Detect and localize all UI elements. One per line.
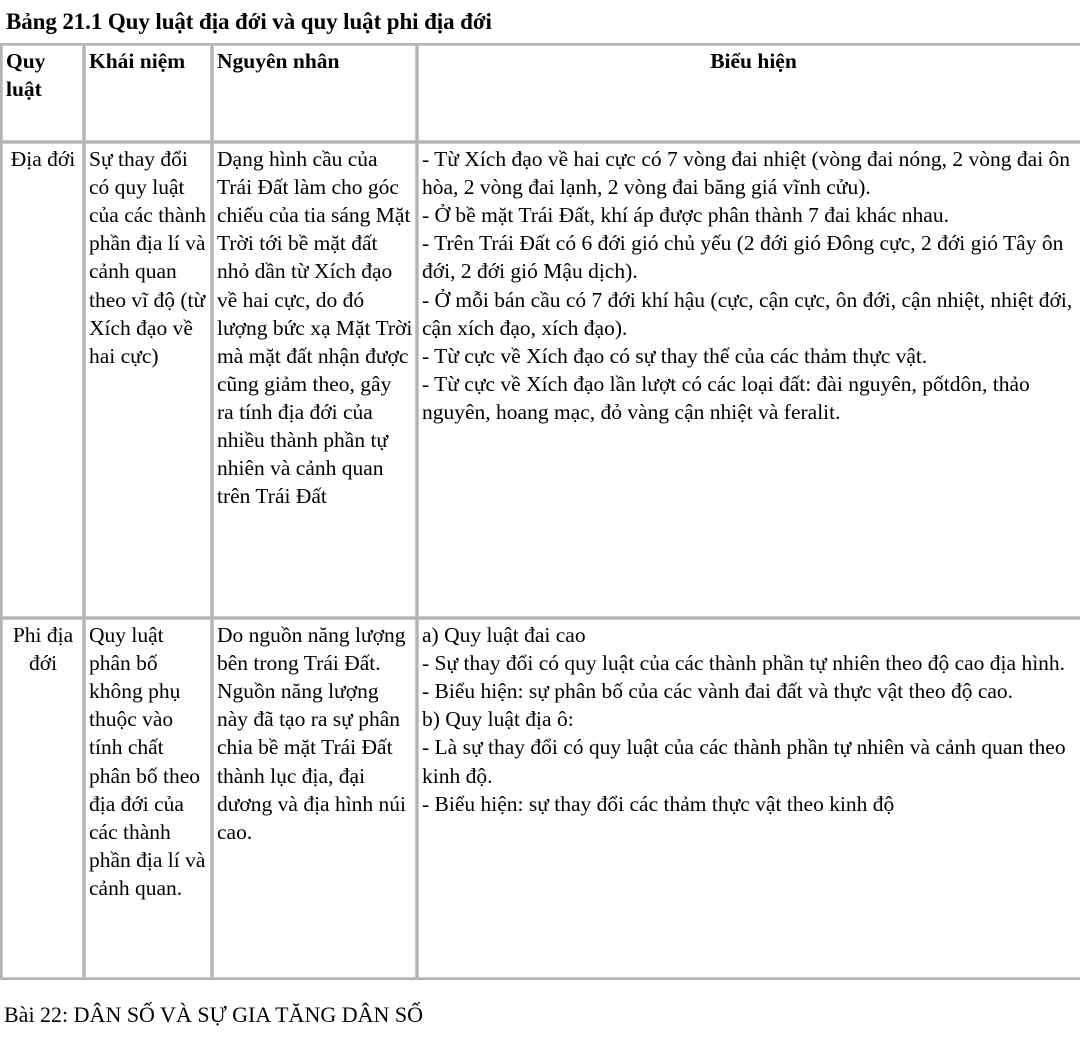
bullet-line: - Từ cực về Xích đạo lần lượt có các loại đất: đài nguyên, pốtdôn, thảo nguyên, hoang mạc, đỏ vàng cận nhiệt và feralit. — [422, 371, 1030, 424]
cell-nguyen-nhan-row-1: Dạng hình cầu của Trái Đất làm cho góc chiếu của tia sáng Mặt Trời tới bề mặt đất nhỏ dần từ Xích đạo về hai cực, do đó lượng bức xạ Mặt Trời mà mặt đất nhận được cũng giảm theo, gây ra tính địa đới của nhiều thành phần tự nhiên và cảnh quan trên Trái Đất — [213, 143, 416, 617]
table-header-row — [2, 45, 1080, 141]
bullet-line: - Từ cực về Xích đạo có sự thay thế của các thảm thực vật. — [422, 343, 928, 368]
header-cell-bieu-hien: Biểu hiện — [418, 45, 1080, 141]
bullet-line: - Từ Xích đạo về hai cực có 7 vòng đai nhiệt (vòng đai nóng, 2 vòng đai ôn hòa, 2 vòng đai lạnh, 2 vòng đai băng giá vĩnh cửu). — [422, 147, 1071, 200]
page-title: Bảng 21.1 Quy luật địa đới và quy luật phi địa đới — [6, 9, 492, 34]
table-container — [0, 43, 1080, 980]
cell-bieu-hien-row-2 — [418, 619, 1080, 978]
bullet-line: - Là sự thay đổi có quy luật của các thành phần tự nhiên và cảnh quan theo kinh độ. — [422, 735, 1066, 788]
header-cell-nguyen-nhan: Nguyên nhân — [213, 45, 416, 141]
table-row — [2, 619, 1080, 978]
bullet-line: - Sự thay đổi có quy luật của các thành phần tự nhiên theo độ cao địa hình. — [422, 651, 1066, 676]
bullet-line: - Trên Trái Đất có 6 đới gió chủ yếu (2 đới gió Đông cực, 2 đới gió Tây ôn đới, 2 đới gió Mậu dịch). — [422, 231, 1064, 284]
bullet-line: - Biểu hiện: sự thay đổi các thảm thực vật theo kinh độ — [422, 791, 895, 816]
bullet-line: a) Quy luật đai cao — [422, 623, 586, 648]
bullet-line: - Ở mỗi bán cầu có 7 đới khí hậu (cực, cận cực, ôn đới, cận nhiệt, nhiệt đới, cận xích đạo, xích đạo). — [422, 287, 1073, 340]
cell-khai-niem-row-1: Sự thay đổi có quy luật của các thành phần địa lí và cảnh quan theo vĩ độ (từ Xích đạo về hai cực) — [85, 143, 211, 617]
bullet-line: - Biểu hiện: sự phân bố của các vành đai đất và thực vật theo độ cao. — [422, 679, 1014, 704]
bullet-line: - Ở bề mặt Trái Đất, khí áp được phân thành 7 đai khác nhau. — [422, 203, 949, 228]
table-row — [2, 143, 1080, 617]
cell-quy-luat-row-1: Địa đới — [2, 143, 83, 617]
header-cell-quy-luat: Quy luật — [2, 45, 83, 141]
bullet-line: b) Quy luật địa ô: — [422, 707, 574, 732]
geography-rules-table — [0, 43, 1080, 980]
cell-bieu-hien-row-1 — [418, 143, 1080, 617]
cell-nguyen-nhan-row-2: Do nguồn năng lượng bên trong Trái Đất. Nguồn năng lượng này đã tạo ra sự phân chia bề mặt Trái Đất thành lục địa, đại dương và địa hình núi cao. — [213, 619, 416, 978]
header-cell-khai-niem: Khái niệm — [85, 45, 211, 141]
cell-khai-niem-row-2: Quy luật phân bố không phụ thuộc vào tính chất phân bố theo địa đới của các thành phần địa lí và cảnh quan. — [85, 619, 211, 978]
next-lesson-heading: Bài 22: DÂN SỐ VÀ SỰ GIA TĂNG DÂN SỐ — [4, 1002, 424, 1028]
cell-quy-luat-row-2: Phi địa đới — [2, 619, 83, 978]
